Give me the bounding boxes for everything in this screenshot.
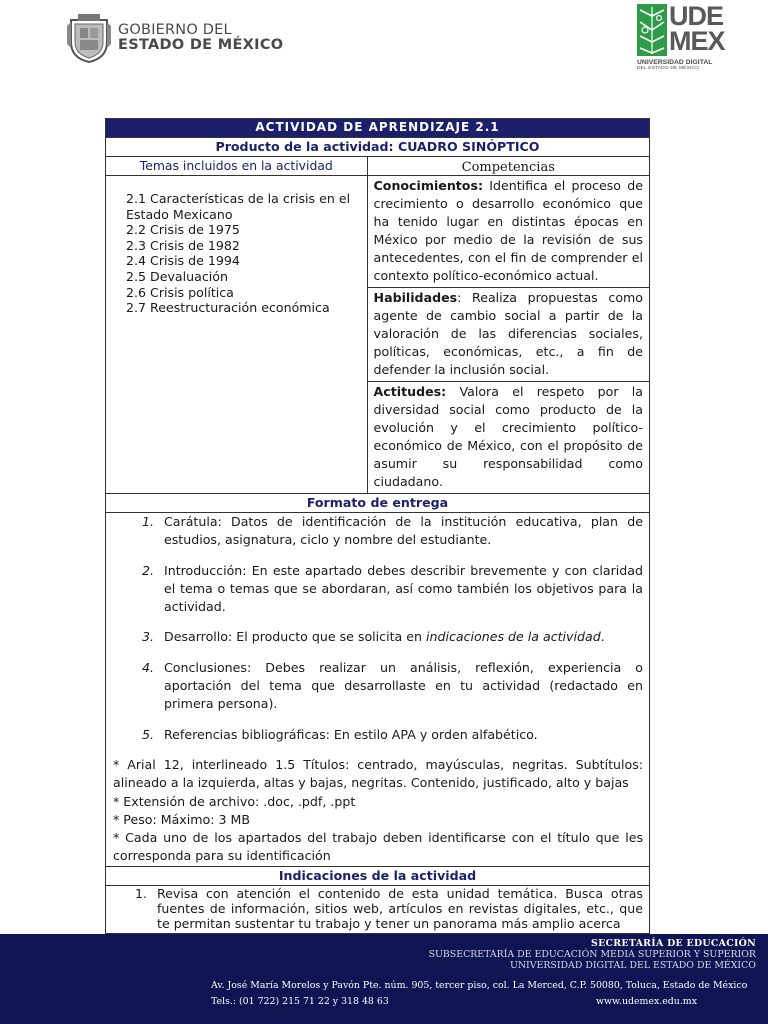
tema-item: 2.3 Crisis de 1982 xyxy=(126,237,240,253)
item-number: 4. xyxy=(141,659,154,675)
actitudes-label: Actitudes: xyxy=(373,384,447,399)
tema-item: 2.6 Crisis política xyxy=(126,284,234,300)
note-line: * Peso: Máximo: 3 MB xyxy=(113,811,250,827)
note-line: * Cada uno de los apartados del trabajo deben identificarse con el título que les corresponda para su identificación xyxy=(113,830,643,864)
item-number: 2. xyxy=(141,562,154,578)
item-number: 5. xyxy=(141,726,154,742)
formato-item xyxy=(113,659,643,714)
formato-cell xyxy=(106,513,650,867)
habilidades-text: : Realiza propuestas como agente de cambio social a partir de la valoración de las diferencias sociales, políticas, económicas, etc., a fin de defender la inclusión social. xyxy=(373,290,643,377)
formato-header: Formato de entrega xyxy=(106,494,650,513)
note-line: * Extensión de archivo: .doc, .pdf, .ppt xyxy=(113,793,356,809)
page-footer xyxy=(0,934,768,1024)
gobierno-logo xyxy=(66,12,283,64)
temas-list xyxy=(106,176,368,494)
note-line: * Arial 12, interlineado 1.5 Títulos: centrado, mayúsculas, negritas. Subtítulos: alineado a la izquierda, altas y bajas, negritas. Contenido, justificado, alto y bajas xyxy=(113,756,643,791)
tema-item: 2.7 Reestructuración económica xyxy=(126,300,330,316)
udemex-subtitle-1: UNIVERSIDAD DIGITAL xyxy=(637,59,713,66)
udemex-subtitle-2: DEL ESTADO DE MÉXICO xyxy=(637,66,700,71)
udemex-word-2: MEX xyxy=(669,26,725,56)
formato-item xyxy=(113,726,643,744)
udemex-logo xyxy=(637,1,729,71)
actitudes-text: Valora el respeto por la diversidad social como producto de la evolución y el crecimiento político-económico de México, con el propósito de asumir su responsabilidad como ciudadano. xyxy=(373,384,643,489)
item-number: 1. xyxy=(134,885,147,901)
tema-item: 2.4 Crisis de 1994 xyxy=(126,253,240,269)
actitudes-cell xyxy=(367,382,649,494)
indicacion-item xyxy=(106,886,643,932)
footer-website-link[interactable]: www.udemex.edu.mx xyxy=(596,996,697,1007)
formato-item xyxy=(113,562,643,617)
item-text: Introducción: En este apartado debes describir brevemente y con claridad el tema o temas que se abordaran, así como también los objetivos para la actividad. xyxy=(164,562,643,615)
footer-phones: Tels.: (01 722) 215 71 22 y 318 48 63 xyxy=(211,996,389,1007)
activity-title: ACTIVIDAD DE APRENDIZAJE 2.1 xyxy=(106,119,650,138)
item-text: Conclusiones: Debes realizar un análisis, reflexión, experiencia o aportación del tema que desarrollaste en tu actividad (redactado en primera persona). xyxy=(164,659,643,712)
gov-line-2: ESTADO DE MÉXICO xyxy=(118,37,284,53)
gov-line-1: GOBIERNO DEL xyxy=(118,21,232,38)
conocimientos-label: Conocimientos: xyxy=(373,178,483,193)
item-number: 3. xyxy=(141,629,154,645)
item-number: 1. xyxy=(141,514,154,529)
tema-item: 2.5 Devaluación xyxy=(126,268,228,284)
udemex-mark-icon xyxy=(637,4,667,56)
item-text: Referencias bibliográficas: En estilo APA y orden alfabético. xyxy=(164,726,538,742)
activity-table xyxy=(105,118,650,934)
footer-universidad: UNIVERSIDAD DIGITAL DEL ESTADO DE MÉXICO xyxy=(509,960,756,971)
item-text: Carátula: Datos de identificación de la institución educativa, plan de estudios, asignatura, ciclo y nombre del estudiante. xyxy=(164,514,643,548)
item-text: Desarrollo: El producto que se solicita en indicaciones de la actividad. xyxy=(164,629,605,645)
footer-subsecretaria: SUBSECRETARÍA DE EDUCACIÓN MEDIA SUPERIOR Y SUPERIOR xyxy=(428,949,756,960)
formato-list xyxy=(113,513,643,744)
footer-secretaria: SECRETARÍA DE EDUCACIÓN xyxy=(591,938,756,949)
habilidades-cell xyxy=(367,288,649,382)
conocimientos-text: Identifica el proceso de crecimiento o desarrollo económico que ha tenido lugar en distintas épocas en México por medio de la revisión de sus antecedentes, con el fin de comprender el contexto político-económico actual. xyxy=(373,178,643,283)
indicaciones-cell xyxy=(106,885,650,933)
habilidades-label: Habilidades xyxy=(373,290,458,305)
formato-item xyxy=(113,513,643,550)
formato-item xyxy=(113,628,643,646)
estado-seal-icon xyxy=(66,12,112,64)
product-heading: Producto de la actividad: CUADRO SINÓPTICO xyxy=(106,138,650,157)
competencias-header: Competencias xyxy=(367,157,649,176)
tema-item: 2.1 Características de la crisis en el Estado Mexicano xyxy=(126,191,351,222)
conocimientos-cell xyxy=(367,176,649,288)
temas-header: Temas incluidos en la actividad xyxy=(106,157,368,176)
indicaciones-header: Indicaciones de la actividad xyxy=(106,866,650,885)
item-text: Revisa con atención el contenido de esta unidad temática. Busca otras fuentes de información, sitios web, artículos en revistas digitales, etc., que te permitan sustentar tu trabajo y tener un panorama más amplio acerca xyxy=(157,885,643,932)
footer-address: Av. José María Morelos y Pavón Pte. núm. 905, tercer piso, col. La Merced, C.P. 50080, Toluca, Estado de México xyxy=(211,980,748,991)
tema-item: 2.2 Crisis de 1975 xyxy=(126,222,240,238)
format-notes xyxy=(113,756,643,866)
udemex-word-1: UDE xyxy=(669,1,724,31)
